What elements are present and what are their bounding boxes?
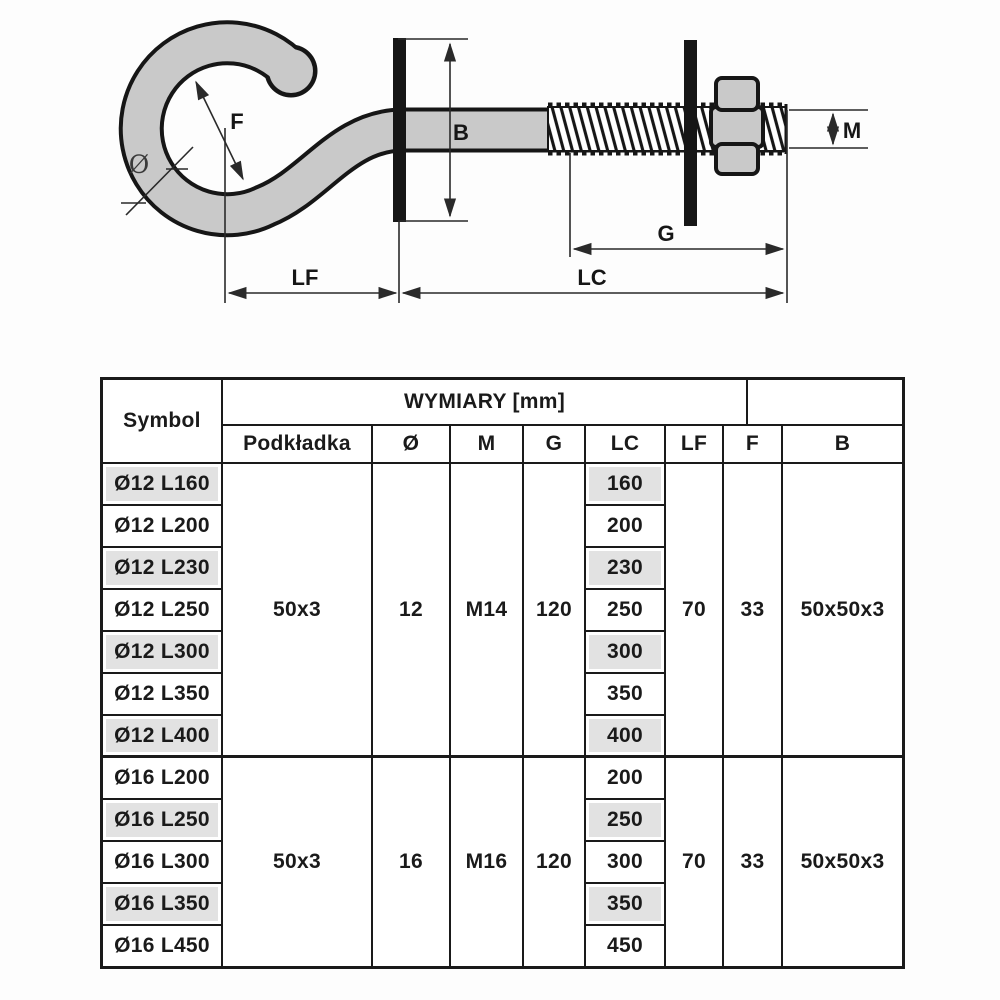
col-header-b: B xyxy=(782,425,903,463)
table-row-symbol xyxy=(102,505,222,547)
lc-value: 300 xyxy=(607,850,643,873)
diameter-value-group2: 16 xyxy=(372,757,450,967)
table-row-symbol xyxy=(102,547,222,589)
lc-value: 230 xyxy=(589,551,661,585)
podkladka-value-group2: 50x3 xyxy=(222,757,372,967)
hook-bolt-diagram xyxy=(0,0,1000,365)
col-header-podkladka: Podkładka xyxy=(222,425,372,463)
col-header-m: M xyxy=(450,425,523,463)
col-header-lf: LF xyxy=(665,425,723,463)
table-row-lc xyxy=(585,925,665,967)
table-row-lc xyxy=(585,883,665,925)
table-row-lc xyxy=(585,631,665,673)
table-row-lc xyxy=(585,547,665,589)
symbol-value: Ø16 L350 xyxy=(106,887,218,921)
lc-value: 400 xyxy=(589,719,661,752)
table-row-symbol xyxy=(102,883,222,925)
table-row-symbol xyxy=(102,589,222,631)
lc-value: 250 xyxy=(589,803,661,837)
symbol-value: Ø12 L400 xyxy=(106,719,218,752)
dim-label-diameter: Ø xyxy=(128,150,150,179)
dim-label-m: M xyxy=(842,118,862,143)
dim-label-lc: LC xyxy=(577,265,607,290)
col-header-diameter: Ø xyxy=(372,425,450,463)
table-row-lc xyxy=(585,589,665,631)
spec-table xyxy=(100,377,905,969)
lc-value: 350 xyxy=(607,682,643,705)
table-corner-header-symbol: Symbol xyxy=(102,379,222,463)
col-header-f: F xyxy=(723,425,782,463)
lc-value: 200 xyxy=(607,514,643,537)
f-value-group2: 33 xyxy=(723,757,782,967)
symbol-value: Ø16 L200 xyxy=(114,766,210,789)
m-value-group2: M16 xyxy=(450,757,523,967)
b-value-group2: 50x50x3 xyxy=(782,757,903,967)
podkladka-value-group1: 50x3 xyxy=(222,463,372,757)
symbol-value: Ø12 L350 xyxy=(114,682,210,705)
dim-label-f: F xyxy=(230,109,244,134)
symbol-value: Ø12 L200 xyxy=(114,514,210,537)
table-row-symbol xyxy=(102,841,222,883)
table-row-symbol xyxy=(102,673,222,715)
dim-label-b: B xyxy=(453,120,469,145)
plate-left xyxy=(393,38,406,222)
symbol-value: Ø12 L250 xyxy=(114,598,210,621)
lc-value: 300 xyxy=(589,635,661,669)
symbol-value: Ø12 L230 xyxy=(106,551,218,585)
table-row-lc xyxy=(585,757,665,799)
symbol-value: Ø16 L450 xyxy=(114,934,210,957)
table-row-symbol xyxy=(102,715,222,757)
symbol-value: Ø12 L300 xyxy=(106,635,218,669)
lc-value: 200 xyxy=(607,766,643,789)
symbol-value: Ø16 L300 xyxy=(114,850,210,873)
b-value-group1: 50x50x3 xyxy=(782,463,903,757)
g-value-group2: 120 xyxy=(523,757,585,967)
hex-nut xyxy=(711,78,763,174)
table-row-lc xyxy=(585,505,665,547)
dim-label-g: G xyxy=(657,221,675,246)
symbol-value: Ø16 L250 xyxy=(106,803,218,837)
col-header-g: G xyxy=(523,425,585,463)
plate-right xyxy=(684,40,697,226)
f-value-group1: 33 xyxy=(723,463,782,757)
table-group-header-wymiary: WYMIARY [mm] xyxy=(222,379,747,425)
table-row-lc xyxy=(585,799,665,841)
m-value-group1: M14 xyxy=(450,463,523,757)
table-row-symbol xyxy=(102,757,222,799)
dim-label-lf: LF xyxy=(291,265,319,290)
lc-value: 350 xyxy=(589,887,661,921)
lc-value: 250 xyxy=(607,598,643,621)
table-row-lc xyxy=(585,841,665,883)
col-header-lc: LC xyxy=(585,425,665,463)
lc-value: 450 xyxy=(607,934,643,957)
table-header-empty-cell xyxy=(747,379,903,425)
table-row-lc xyxy=(585,715,665,757)
table-row-symbol xyxy=(102,631,222,673)
ball-end xyxy=(269,49,313,93)
table-row-symbol xyxy=(102,925,222,967)
symbol-value: Ø12 L160 xyxy=(106,467,218,501)
table-row-lc xyxy=(585,673,665,715)
g-value-group1: 120 xyxy=(523,463,585,757)
table-row-lc xyxy=(585,463,665,505)
lf-value-group2: 70 xyxy=(665,757,723,967)
lc-value: 160 xyxy=(589,467,661,501)
table-row-symbol xyxy=(102,799,222,841)
lf-value-group1: 70 xyxy=(665,463,723,757)
table-row-symbol xyxy=(102,463,222,505)
diameter-value-group1: 12 xyxy=(372,463,450,757)
